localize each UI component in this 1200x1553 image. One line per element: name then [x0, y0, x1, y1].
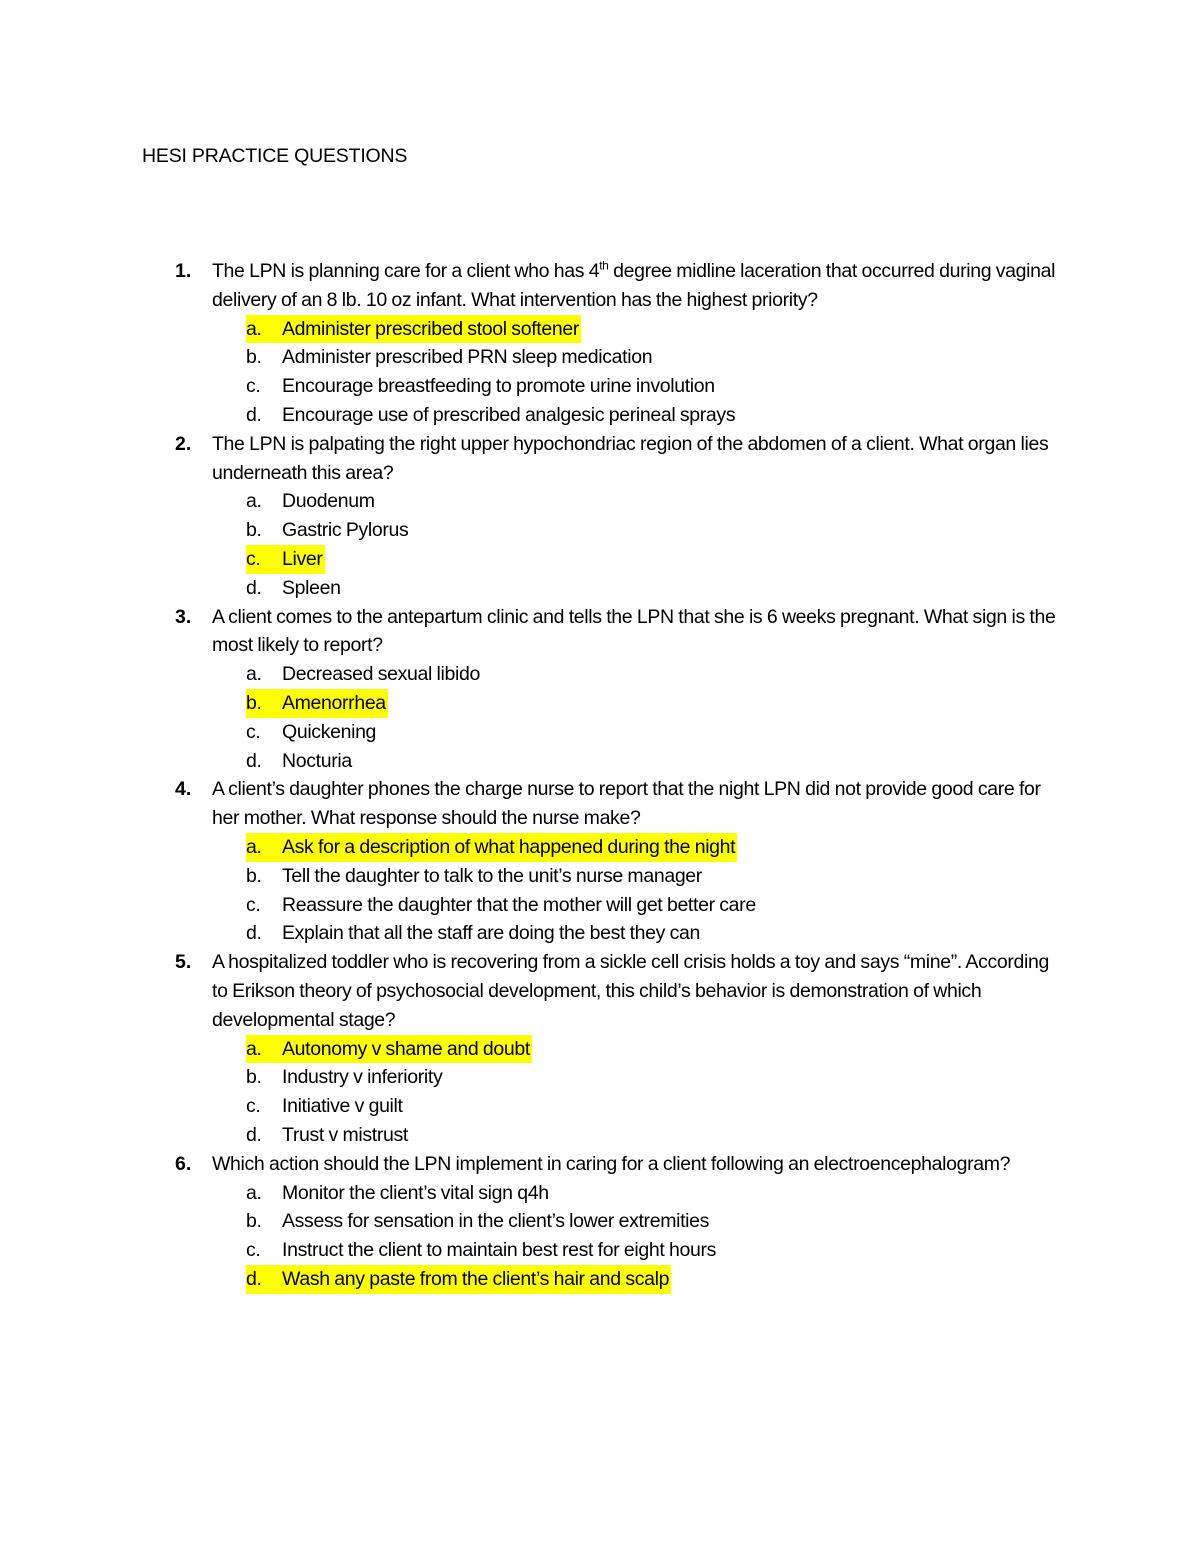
option-a [246, 487, 1062, 516]
option-text: Ask for a description of what happened during the night [282, 835, 736, 858]
option-letter: a. [246, 663, 262, 686]
option-letter: c. [246, 1239, 261, 1262]
option-text: Reassure the daughter that the mother will get better care [282, 893, 756, 916]
question-number: 5. [175, 951, 192, 974]
option-c [246, 1236, 1062, 1265]
option-text: Gastric Pylorus [282, 519, 409, 542]
option-a [246, 1179, 1062, 1208]
option-text: Assess for sensation in the client’s lower extremities [282, 1210, 710, 1233]
answer-options [212, 315, 1062, 430]
option-letter: d. [246, 1267, 262, 1290]
option-a-correct [246, 1035, 1062, 1064]
option-letter: d. [246, 576, 262, 599]
answer-options [212, 487, 1062, 602]
option-letter: b. [246, 1066, 262, 1089]
option-text: Autonomy v shame and doubt [282, 1037, 530, 1060]
option-c [246, 372, 1062, 401]
answer-options [212, 1179, 1062, 1294]
option-letter: b. [246, 519, 262, 542]
option-d [246, 401, 1062, 430]
option-text: Monitor the client’s vital sign q4h [282, 1181, 549, 1204]
question-text-part: The LPN is planning care for a client who has 4 [212, 260, 600, 282]
document-title: HESI PRACTICE QUESTIONS [142, 145, 408, 167]
option-c-correct [246, 545, 1062, 574]
question-number: 2. [175, 432, 192, 455]
option-text: Encourage breastfeeding to promote urine involution [282, 375, 715, 398]
option-c [246, 718, 1062, 747]
question-number: 4. [175, 778, 192, 801]
option-text: Quickening [282, 720, 377, 743]
option-text: Trust v mistrust [282, 1123, 408, 1146]
option-text: Explain that all the staff are doing the best they can [282, 922, 701, 945]
option-letter: c. [246, 547, 261, 570]
option-a-correct [246, 833, 1062, 862]
option-text: Industry v inferiority [282, 1066, 443, 1089]
option-a [246, 660, 1062, 689]
option-letter: a. [246, 317, 262, 340]
question-3 [172, 603, 1062, 776]
option-letter: b. [246, 691, 262, 714]
option-b [246, 1063, 1062, 1092]
option-letter: c. [246, 893, 261, 916]
ordinal-suffix: th [599, 258, 609, 273]
option-text: Tell the daughter to talk to the unit’s nurse manager [282, 864, 702, 887]
option-b [246, 1207, 1062, 1236]
option-b [246, 516, 1062, 545]
option-text: Administer prescribed stool softener [282, 317, 579, 340]
option-text: Nocturia [282, 749, 352, 772]
option-text: Instruct the client to maintain best rest for eight hours [282, 1239, 717, 1262]
option-text: Decreased sexual libido [282, 663, 480, 686]
question-4 [172, 775, 1062, 948]
question-text: A hospitalized toddler who is recovering from a sickle cell crisis holds a toy and says “mine”. According to Erikson theory of psychosocial development, this child’s behavior is demonstration of which developmental stage? [212, 951, 1049, 1031]
answer-options [212, 660, 1062, 775]
question-text [212, 257, 1062, 315]
question-6 [172, 1150, 1062, 1294]
option-letter: c. [246, 1095, 261, 1118]
option-letter: a. [246, 1181, 262, 1204]
option-c [246, 891, 1062, 920]
option-letter: a. [246, 490, 262, 513]
option-text: Administer prescribed PRN sleep medication [282, 346, 653, 369]
answer-options [212, 1035, 1062, 1150]
option-b-correct [246, 689, 1062, 718]
option-c [246, 1092, 1062, 1121]
question-text-part: degree midline laceration that occurred during vaginal delivery of an 8 lb. 10 oz infant. What intervention has the highest priority? [212, 260, 1056, 311]
option-letter: a. [246, 1037, 262, 1060]
option-a-correct [246, 315, 1062, 344]
question-number: 1. [175, 260, 192, 282]
question-text: A client’s daughter phones the charge nurse to report that the night LPN did not provide good care for her mother. What response should the nurse make? [212, 778, 1041, 830]
question-5 [172, 948, 1062, 1150]
question-list [172, 257, 1062, 1294]
option-text: Duodenum [282, 490, 375, 513]
option-letter: b. [246, 346, 262, 369]
question-1 [172, 257, 1062, 430]
option-letter: d. [246, 922, 262, 945]
option-letter: b. [246, 1210, 262, 1233]
option-letter: d. [246, 1123, 262, 1146]
option-text: Liver [282, 547, 323, 570]
option-text: Encourage use of prescribed analgesic perineal sprays [282, 403, 736, 426]
option-letter: d. [246, 403, 262, 426]
option-letter: c. [246, 375, 261, 398]
option-d [246, 919, 1062, 948]
answer-options [212, 833, 1062, 948]
option-d [246, 747, 1062, 776]
option-b [246, 862, 1062, 891]
question-2 [172, 430, 1062, 603]
option-letter: b. [246, 864, 262, 887]
option-text: Spleen [282, 576, 341, 599]
option-text: Initiative v guilt [282, 1095, 403, 1118]
option-d [246, 574, 1062, 603]
option-letter: d. [246, 749, 262, 772]
option-text: Wash any paste from the client’s hair and scalp [282, 1267, 670, 1290]
question-number: 3. [175, 605, 192, 628]
question-number: 6. [175, 1152, 192, 1175]
option-letter: a. [246, 835, 262, 858]
option-letter: c. [246, 720, 261, 743]
question-text: Which action should the LPN implement in caring for a client following an electroencephalogram? [212, 1152, 1011, 1175]
option-d-correct [246, 1265, 1062, 1294]
option-b [246, 343, 1062, 372]
option-text: Amenorrhea [282, 691, 386, 714]
option-d [246, 1121, 1062, 1150]
question-text: The LPN is palpating the right upper hypochondriac region of the abdomen of a client. What organ lies underneath this area? [212, 432, 1049, 484]
question-text: A client comes to the antepartum clinic and tells the LPN that she is 6 weeks pregnant. What sign is the most likely to report? [212, 605, 1056, 657]
